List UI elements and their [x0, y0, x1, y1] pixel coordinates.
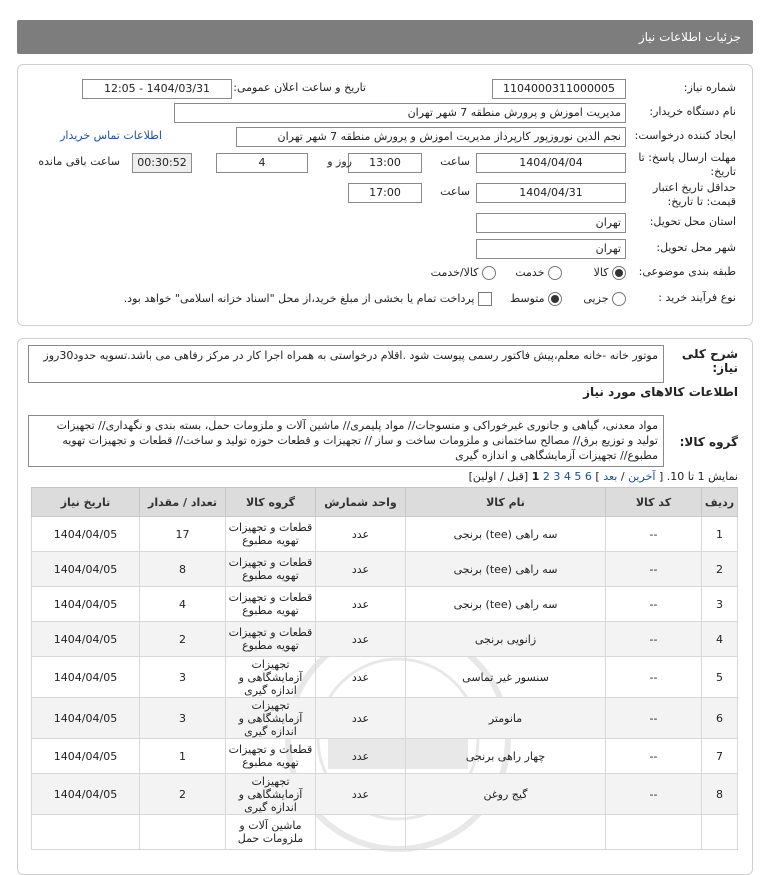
province-field[interactable]: تهران	[476, 213, 626, 233]
summary-text: موتور خانه -خانه معلم،پیش فاکتور رسمی پیوست شود .اقلام درخواستی به همراه اجرا کار در مرکز رفاهی می باشد.تسویه حدود30روز	[28, 345, 664, 383]
table-row[interactable]: 4 -- زانویی برنجی عدد قطعات و تجهیزات تهویه مطبوع 2 1404/04/05	[32, 622, 738, 657]
pagination-page-2[interactable]: 2	[542, 470, 550, 483]
th-row: ردیف	[702, 488, 738, 517]
payment-note[interactable]: پرداخت تمام یا بخشی از مبلغ خرید،از محل "اسناد خزانه اسلامی" خواهد بود.	[124, 289, 492, 309]
treasury-checkbox[interactable]	[478, 292, 492, 306]
page-title: جزئیات اطلاعات نیاز	[17, 20, 753, 54]
requester-label: ایجاد کننده درخواست:	[634, 129, 736, 142]
table-row[interactable]: 7 -- چهار راهی برنجی عدد قطعات و تجهیزات تهویه مطبوع 1 1404/04/05	[32, 739, 738, 774]
pagination-next[interactable]: بعد	[603, 470, 618, 483]
th-code: کد کالا	[606, 488, 702, 517]
province-label: استان محل تحویل:	[649, 215, 736, 228]
validity-date-field[interactable]: 1404/04/31	[476, 183, 626, 203]
pagination-prev-first[interactable]: [قبل / اولین]	[468, 470, 529, 483]
th-group: گروه کالا	[226, 488, 316, 517]
table-row[interactable]: 5 -- سنسور غیر تماسی عدد تجهیزات آزمایشگاهی و اندازه گیری 3 1404/04/05	[32, 657, 738, 698]
summary-label: شرح کلی نیاز:	[681, 347, 738, 375]
days-label: روز و	[327, 155, 352, 168]
category-label: طبقه بندی موضوعی:	[638, 265, 736, 278]
radio-medium[interactable]	[548, 292, 562, 306]
th-unit: واحد شمارش	[316, 488, 406, 517]
need-number-field[interactable]: 1104000311000005	[492, 79, 626, 99]
days-field[interactable]: 4	[216, 153, 308, 173]
goods-group-label: گروه کالا:	[679, 435, 738, 449]
page-container	[17, 20, 753, 875]
reply-date-field[interactable]: 1404/04/04	[476, 153, 626, 173]
goods-info-box	[17, 338, 753, 875]
category-option-service[interactable]: خدمت	[515, 263, 562, 283]
table-row[interactable]: 8 -- گیج روغن عدد تجهیزات آزمایشگاهی و اندازه گیری 2 1404/04/05	[32, 774, 738, 815]
th-name: نام کالا	[406, 488, 606, 517]
table-header-row	[32, 488, 738, 517]
th-qty: تعداد / مقدار	[140, 488, 226, 517]
reply-time-field[interactable]: 13:00	[348, 153, 422, 173]
table-row[interactable]: ماشین آلات و ملزومات حمل	[32, 815, 738, 850]
pagination-page-5[interactable]: 5	[574, 470, 582, 483]
city-label: شهر محل تحویل:	[656, 241, 736, 254]
pagination-page-6[interactable]: 6	[584, 470, 592, 483]
goods-section-title: اطلاعات کالاهای مورد نیاز	[583, 385, 738, 399]
buyer-contact-link[interactable]: اطلاعات تماس خریدار	[60, 129, 162, 142]
reply-time-label: ساعت	[440, 155, 470, 168]
radio-goods[interactable]	[612, 266, 626, 280]
pagination-page-4[interactable]: 4	[563, 470, 571, 483]
category-option-goods[interactable]: کالا	[594, 263, 626, 283]
buyer-org-label: نام دستگاه خریدار:	[649, 105, 736, 118]
need-details-box	[17, 64, 753, 326]
radio-service[interactable]	[548, 266, 562, 280]
validity-time-label: ساعت	[440, 185, 470, 198]
validity-label: حداقل تاریخ اعتبار قیمت: تا تاریخ:	[652, 181, 736, 208]
table-row[interactable]: 1 -- سه راهی (tee) برنجی عدد قطعات و تجهیزات تهویه مطبوع 17 1404/04/05	[32, 517, 738, 552]
process-label: نوع فرآیند خرید :	[658, 291, 736, 304]
table-row[interactable]: 2 -- سه راهی (tee) برنجی عدد قطعات و تجهیزات تهویه مطبوع 8 1404/04/05	[32, 552, 738, 587]
announce-label: تاریخ و ساعت اعلان عمومی:	[233, 81, 366, 94]
pagination-page-1: 1	[531, 470, 540, 483]
process-option-minor[interactable]: جزیی	[583, 289, 626, 309]
radio-goods-service[interactable]	[482, 266, 496, 280]
table-row[interactable]: 6 -- مانومتر عدد تجهیزات آزمایشگاهی و اندازه گیری 3 1404/04/05	[32, 698, 738, 739]
reply-deadline-label: مهلت ارسال پاسخ: تا تاریخ:	[638, 151, 736, 178]
items-table	[31, 487, 738, 850]
validity-time-field[interactable]: 17:00	[348, 183, 422, 203]
remaining-time-field: 00:30:52	[132, 153, 192, 173]
remaining-label: ساعت باقی مانده	[38, 155, 120, 168]
need-number-label: شماره نیاز:	[683, 81, 736, 94]
pagination-last[interactable]: آخرین	[628, 470, 656, 483]
th-date: تاریخ نیاز	[32, 488, 140, 517]
radio-minor[interactable]	[612, 292, 626, 306]
requester-field[interactable]: نجم الدین نوروزپور کارپرداز مدیریت اموزش و پرورش منطقه 7 شهر تهران	[236, 127, 626, 147]
pagination-page-3[interactable]: 3	[553, 470, 561, 483]
pagination-showing: نمایش 1 تا 10.	[666, 470, 738, 483]
process-option-medium[interactable]: متوسط	[510, 289, 562, 309]
goods-group-text: مواد معدنی، گیاهی و جانوری غیرخوراکی و منسوجات// مواد پلیمری// ماشین آلات و ملزومات حمل، بسته بندی و نگهداری// تجهیزات تولید و توزیع برق// مصالح ساختمانی و ملزومات ساخت و ساز // تجهیزات و قطعات حوزه تولید و ساخت// قطعات و تجهیزات تهویه مطبوع// تجهیزات آزمایشگاهی و اندازه گیری	[28, 415, 664, 467]
buyer-org-field[interactable]: مدیریت اموزش و پرورش منطقه 7 شهر تهران	[174, 103, 626, 123]
table-row[interactable]: 3 -- سه راهی (tee) برنجی عدد قطعات و تجهیزات تهویه مطبوع 4 1404/04/05	[32, 587, 738, 622]
pagination: نمایش 1 تا 10. [ آخرین / بعد ] 6 5 4 3 2 1 [قبل / اولین]	[468, 470, 738, 483]
announce-field[interactable]: 1404/03/31 - 12:05	[82, 79, 232, 99]
category-option-goods-service[interactable]: کالا/خدمت	[431, 263, 496, 283]
city-field[interactable]: تهران	[476, 239, 626, 259]
